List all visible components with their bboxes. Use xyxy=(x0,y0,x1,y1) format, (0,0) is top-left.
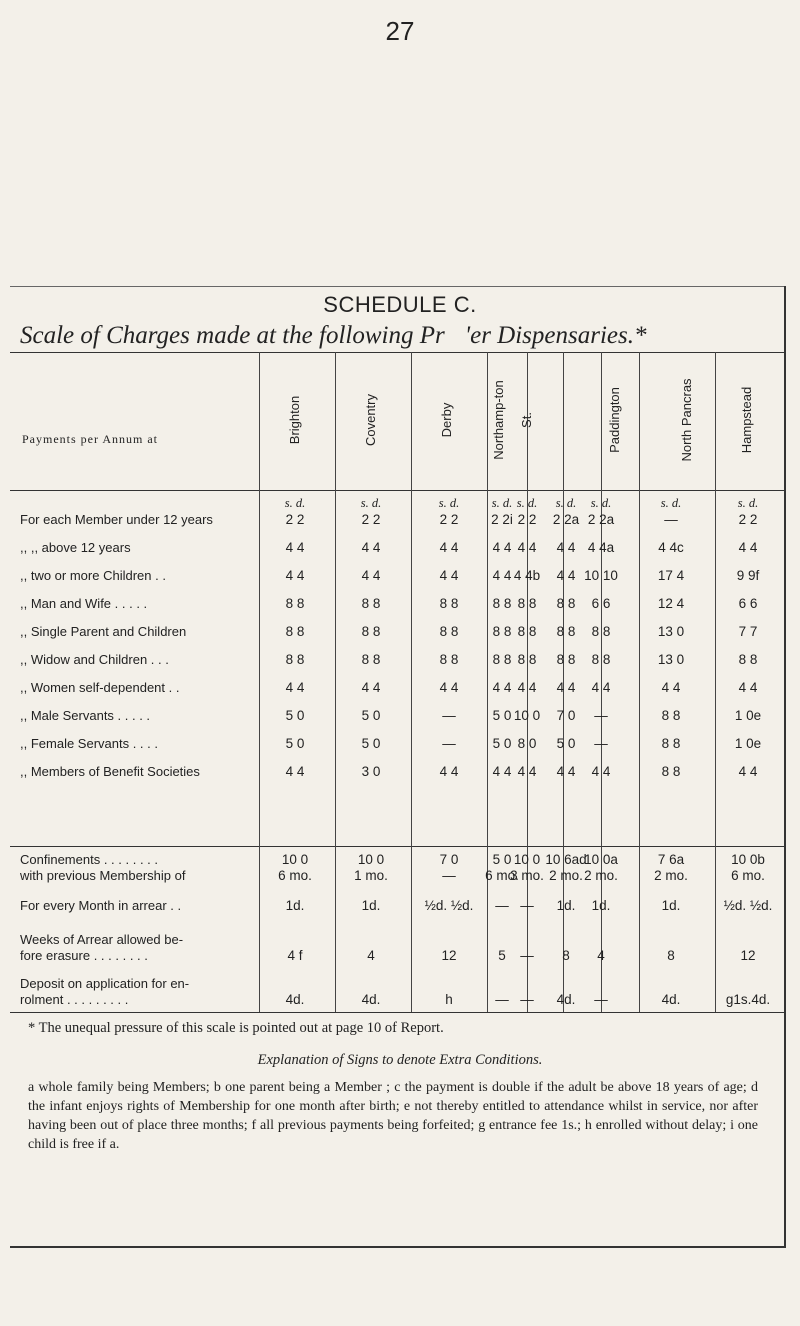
table-cell: 8 8 xyxy=(556,624,576,639)
row-label: ,, Widow and Children . . . xyxy=(20,652,169,667)
table-cell: 4 4 xyxy=(517,540,537,555)
table-cell: 6 6 xyxy=(591,596,611,611)
schedule-subtitle: Scale of Charges made at the following Pr 'er Dispensaries.* xyxy=(20,322,647,349)
table-cell: 12 4 xyxy=(657,596,685,611)
arrear-cell: — xyxy=(495,898,509,913)
table-cell: 4 4 xyxy=(361,540,381,555)
weeks-label-2: fore erasure . . . . . . . . xyxy=(20,948,148,963)
weeks-cell: — xyxy=(520,948,534,963)
table-cell: 2 2 xyxy=(738,512,758,527)
table-cell: 4 4 xyxy=(556,764,576,779)
table-cell: 4 4 xyxy=(285,764,305,779)
weeks-cell: 4 f xyxy=(287,948,303,963)
units-cell: s. d. xyxy=(360,496,382,510)
table-cell: — xyxy=(442,736,456,751)
membership-period: — xyxy=(442,868,456,883)
table-cell: 4 4a xyxy=(587,540,615,555)
table-cell: 8 8 xyxy=(439,624,459,639)
column-header-derby: Derby xyxy=(439,402,454,438)
column-header-st: St. xyxy=(519,412,534,428)
table-cell: 4 4 xyxy=(439,540,459,555)
table-cell: 4 4 xyxy=(285,680,305,695)
table-cell: 4 4 xyxy=(517,764,537,779)
table-cell: 4 4 xyxy=(492,568,512,583)
row-label: ,, Women self-dependent . . xyxy=(20,680,180,695)
table-cell: — xyxy=(664,512,678,527)
arrear-label: For every Month in arrear . . xyxy=(20,898,182,913)
row-label: ,, two or more Children . . xyxy=(20,568,166,583)
confinement-fee: 10 0 xyxy=(357,852,385,867)
table-cell: 4 4 xyxy=(361,680,381,695)
deposit-cell: — xyxy=(520,992,534,1007)
confinement-fee: 10 0 xyxy=(513,852,541,867)
membership-period: 1 mo. xyxy=(354,868,388,883)
weeks-cell: 12 xyxy=(740,948,756,963)
table-cell: 5 0 xyxy=(285,736,305,751)
units-cell: s. d. xyxy=(438,496,460,510)
table-cell: 13 0 xyxy=(657,624,685,639)
table-cell: 8 8 xyxy=(285,652,305,667)
table-cell: 8 8 xyxy=(517,624,537,639)
table-cell: 2 2 xyxy=(439,512,459,527)
explanation-text: a whole family being Members; b one parent being a Member ; c the payment is double if the adult be above 18 years of age; d the infant enjoys rights of Membership for one month after birth; e not thereby entitled to attendance whilst in service, nor after having been out of place three months; f all previous payments being forfeited; g entrance fee 1s.; h enrolled without delay; i one child is free if a. xyxy=(28,1080,758,1152)
table-cell: 4 4 xyxy=(661,680,681,695)
table-cell: 13 0 xyxy=(657,652,685,667)
deposit-cell: h xyxy=(445,992,453,1007)
column-header-brighton: Brighton xyxy=(287,395,302,445)
table-cell: 4 4b xyxy=(513,568,541,583)
table-cell: 8 8 xyxy=(517,652,537,667)
table-cell: 5 0 xyxy=(492,736,512,751)
membership-period: 2 mo. xyxy=(654,868,688,883)
table-cell: 8 8 xyxy=(591,652,611,667)
row-label: ,, Male Servants . . . . . xyxy=(20,708,151,723)
table-cell: 4 4 xyxy=(556,680,576,695)
deposit-label: Deposit on application for en- xyxy=(20,976,190,991)
arrear-cell: 1d. xyxy=(361,898,381,913)
weeks-cell: 5 xyxy=(498,948,506,963)
units-cell: s. d. xyxy=(284,496,306,510)
deposit-cell: — xyxy=(594,992,608,1007)
weeks-cell: 4 xyxy=(367,948,375,963)
row-label: ,, Members of Benefit Societies xyxy=(20,764,200,779)
column-header-coventry: Coventry xyxy=(363,393,378,447)
table-cell: 8 8 xyxy=(517,596,537,611)
table-cell: 2 2 xyxy=(285,512,305,527)
confinement-fee: 7 6a xyxy=(657,852,685,867)
table-cell: 8 8 xyxy=(439,652,459,667)
confinement-fee: 7 0 xyxy=(439,852,459,867)
table-cell: 4 4 xyxy=(738,764,758,779)
table-cell: 2 2a xyxy=(552,512,580,527)
confinement-fee: 10 0b xyxy=(731,852,765,867)
table-cell: 5 0 xyxy=(361,708,381,723)
table-cell: 4 4 xyxy=(439,680,459,695)
units-cell: s. d. xyxy=(737,496,759,510)
table-cell: 8 8 xyxy=(661,736,681,751)
row-label: ,, Man and Wife . . . . . xyxy=(20,596,148,611)
membership-period: 6 mo. xyxy=(485,868,519,883)
column-header-hampstead: Hampstead xyxy=(739,386,754,454)
payments-header: Payments per Annum at xyxy=(22,432,158,446)
table-cell: 8 8 xyxy=(439,596,459,611)
table-cell: 8 8 xyxy=(285,596,305,611)
table-cell: 4 4 xyxy=(285,568,305,583)
column-header-north-pancras: North Pancras xyxy=(679,378,694,462)
units-cell: s. d. xyxy=(590,496,612,510)
table-cell: 4 4 xyxy=(361,568,381,583)
column-header-paddington: Paddington xyxy=(607,387,622,453)
deposit-label-2: rolment . . . . . . . . . xyxy=(20,992,129,1007)
table-cell: 4 4 xyxy=(738,540,758,555)
table-cell: 2 2 xyxy=(517,512,537,527)
table-cell: 4 4 xyxy=(738,680,758,695)
table-cell: 8 8 xyxy=(556,652,576,667)
membership-period: 2 mo. xyxy=(549,868,583,883)
table-cell: 8 0 xyxy=(517,736,537,751)
units-cell: s. d. xyxy=(660,496,682,510)
membership-period: 2 mo. xyxy=(584,868,618,883)
table-cell: — xyxy=(594,708,608,723)
table-cell: 4 4c xyxy=(658,540,684,555)
table-cell: 7 7 xyxy=(738,624,758,639)
table-bottom-rule xyxy=(10,1012,784,1013)
table-cell: 10 0 xyxy=(513,708,541,723)
explanation-title: Explanation of Signs to denote Extra Conditions. xyxy=(257,1052,543,1068)
confinement-fee: 10 0 xyxy=(281,852,309,867)
table-cell: 4 4 xyxy=(492,680,512,695)
table-cell: 17 4 xyxy=(657,568,685,583)
table-cell: 9 9f xyxy=(736,568,760,583)
units-cell: s. d. xyxy=(555,496,577,510)
membership-period: 3 mo. xyxy=(510,868,544,883)
section-rule xyxy=(10,846,784,847)
column-header-northampton: Northamp-ton xyxy=(491,380,506,460)
deposit-cell: 4d. xyxy=(285,992,305,1007)
arrear-cell: ½d. ½d. xyxy=(723,898,773,913)
table-cell: — xyxy=(594,736,608,751)
table-cell: 4 4 xyxy=(439,568,459,583)
table-cell: 5 0 xyxy=(492,708,512,723)
arrear-cell: 1d. xyxy=(661,898,681,913)
table-cell: 4 4 xyxy=(591,680,611,695)
arrear-cell: ½d. ½d. xyxy=(424,898,474,913)
units-cell: s. d. xyxy=(491,496,513,510)
table-cell: 8 8 xyxy=(361,596,381,611)
weeks-cell: 4 xyxy=(597,948,605,963)
table-cell: 8 8 xyxy=(661,764,681,779)
table-cell: 2 2a xyxy=(587,512,615,527)
confinements-label: Confinements . . . . . . . . xyxy=(20,852,158,867)
weeks-label: Weeks of Arrear allowed be- xyxy=(20,932,184,947)
confinement-fee: 10 6ad xyxy=(545,852,587,867)
table-cell: 4 4 xyxy=(492,764,512,779)
table-cell: 5 0 xyxy=(556,736,576,751)
table-cell: 4 4 xyxy=(556,568,576,583)
deposit-cell: — xyxy=(495,992,509,1007)
footnote: * The unequal pressure of this scale is pointed out at page 10 of Report. xyxy=(28,1020,444,1036)
confinement-fee: 10 0a xyxy=(584,852,618,867)
table-cell: — xyxy=(442,708,456,723)
table-cell: 8 8 xyxy=(591,624,611,639)
arrear-cell: — xyxy=(520,898,534,913)
table-cell: 8 8 xyxy=(738,652,758,667)
column-rule xyxy=(411,352,412,1012)
table-cell: 6 6 xyxy=(738,596,758,611)
table-cell: 8 8 xyxy=(492,596,512,611)
page-number: 27 xyxy=(385,16,415,46)
row-label: ,, Female Servants . . . . xyxy=(20,736,158,751)
table-cell: 8 8 xyxy=(556,596,576,611)
weeks-cell: 8 xyxy=(667,948,675,963)
schedule-title: SCHEDULE C. xyxy=(323,292,477,317)
table-cell: 3 0 xyxy=(361,764,381,779)
deposit-cell: 4d. xyxy=(361,992,381,1007)
table-cell: 1 0e xyxy=(734,736,762,751)
membership-period: 6 mo. xyxy=(278,868,312,883)
table-cell: 8 8 xyxy=(492,624,512,639)
row-label: ,, Single Parent and Children xyxy=(20,624,187,639)
table-cell: 5 0 xyxy=(361,736,381,751)
header-top-rule xyxy=(10,352,784,353)
row-label: ,, ,, above 12 years xyxy=(20,540,131,555)
row-label: For each Member under 12 years xyxy=(20,512,213,527)
confinement-fee: 5 0 xyxy=(492,852,512,867)
table-cell: 4 4 xyxy=(591,764,611,779)
table-cell: 4 4 xyxy=(439,764,459,779)
table-cell: 1 0e xyxy=(734,708,762,723)
confinements-label-2: with previous Membership of xyxy=(20,868,186,883)
table-cell: 4 4 xyxy=(556,540,576,555)
column-header-illegible xyxy=(550,355,580,485)
header-bottom-rule xyxy=(10,490,784,491)
deposit-cell: 4d. xyxy=(556,992,576,1007)
table-cell: 8 8 xyxy=(492,652,512,667)
table-cell: 5 0 xyxy=(285,708,305,723)
deposit-cell: 4d. xyxy=(661,992,681,1007)
arrear-cell: 1d. xyxy=(556,898,576,913)
table-cell: 8 8 xyxy=(285,624,305,639)
table-cell: 8 8 xyxy=(361,624,381,639)
units-cell: s. d. xyxy=(516,496,538,510)
table-cell: 8 8 xyxy=(361,652,381,667)
weeks-cell: 8 xyxy=(562,948,570,963)
table-cell: 2 2i xyxy=(491,512,513,527)
table-cell: 2 2 xyxy=(361,512,381,527)
arrear-cell: 1d. xyxy=(285,898,305,913)
membership-period: 6 mo. xyxy=(731,868,765,883)
weeks-cell: 12 xyxy=(441,948,457,963)
deposit-cell: g1s.4d. xyxy=(725,992,771,1007)
table-cell: 10 10 xyxy=(584,568,618,583)
table-cell: 4 4 xyxy=(285,540,305,555)
table-cell: 7 0 xyxy=(556,708,576,723)
table-cell: 4 4 xyxy=(517,680,537,695)
table-cell: 8 8 xyxy=(661,708,681,723)
arrear-cell: 1d. xyxy=(591,898,611,913)
table-cell: 4 4 xyxy=(492,540,512,555)
